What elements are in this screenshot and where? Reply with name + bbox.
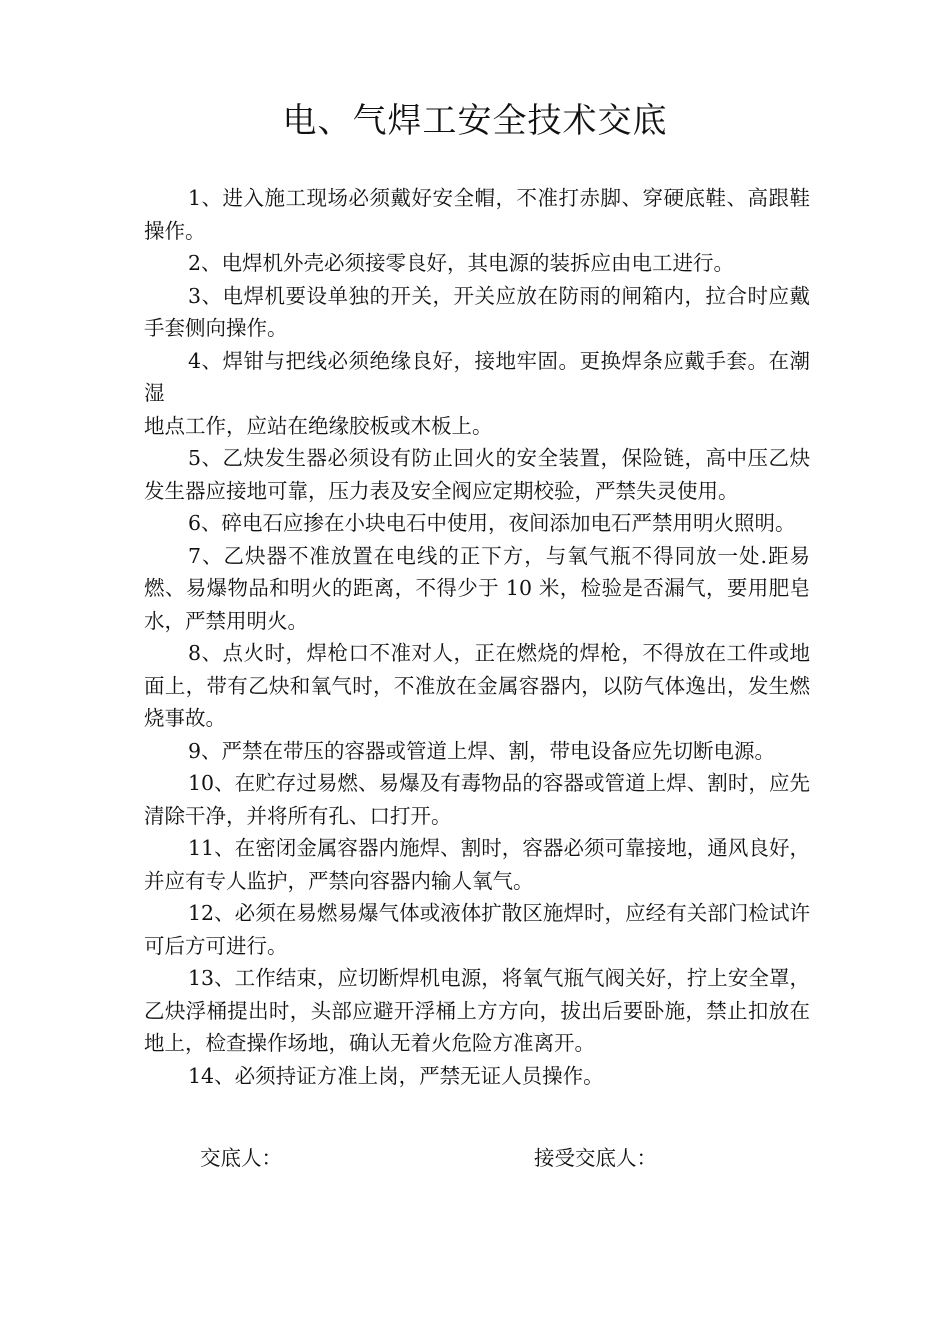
paragraph-9: 9、严禁在带压的容器或管道上焊、割，带电设备应先切断电源。 <box>188 738 776 763</box>
paragraph-4: 4、焊钳与把线必须绝缘良好，接地牢固。更换焊条应戴手套。在潮湿 <box>144 348 810 405</box>
paragraph-1: 1、进入施工现场必须戴好安全帽，不准打赤脚、穿硬底鞋、高跟鞋操作。 <box>144 186 810 243</box>
paragraph-2: 2、电焊机外壳必须接零良好，其电源的装拆应由电工进行。 <box>188 251 735 275</box>
document-title: 电、气焊工安全技术交底 <box>282 101 668 141</box>
discloser-label: 交底人： <box>200 1146 282 1170</box>
document-body <box>144 182 810 1092</box>
paragraph-10: 10、在贮存过易燃、易爆及有毒物品的容器或管道上焊、割时，应先清除干净，并将所有孔、口打开。 <box>144 771 810 828</box>
paragraph-12: 12、必须在易燃易爆气体或液体扩散区施焊时，应经有关部门检试许可后方可进行。 <box>144 901 810 958</box>
receiver-label: 接受交底人： <box>534 1146 657 1170</box>
paragraph-14: 14、必须持证方准上岗，严禁无证人员操作。 <box>188 1063 604 1088</box>
paragraph-3: 3、电焊机要设单独的开关，开关应放在防雨的闸箱内，拉合时应戴手套侧向操作。 <box>144 283 810 340</box>
paragraph-13: 13、工作结束，应切断焊机电源，将氧气瓶气阀关好，拧上安全罩，乙炔浮桶提出时，头部应避开浮桶上方方向，拔出后要卧施，禁止扣放在地上，检查操作场地，确认无着火危险方准离开。 <box>144 966 810 1055</box>
paragraph-7: 7、乙炔器不准放置在电线的正下方，与氧气瓶不得同放一处.距易燃、易爆物品和明火的距离，不得少于 10 米，检验是否漏气，要用肥皂水，严禁用明火。 <box>144 543 810 633</box>
paragraph-5: 5、乙炔发生器必须设有防止回火的安全装置，保险链，高中压乙炔发生器应接地可靠，压力表及安全阀应定期校验，严禁失灵使用。 <box>144 446 810 503</box>
paragraph-8: 8、点火时，焊枪口不准对人，正在燃烧的焊枪，不得放在工件或地面上，带有乙炔和氧气时，不准放在金属容器内，以防气体逸出，发生燃烧事故。 <box>144 641 810 730</box>
paragraph-4-continued: 地点工作，应站在绝缘胶板或木板上。 <box>144 413 493 438</box>
paragraph-6: 6、碎电石应掺在小块电石中使用，夜间添加电石严禁用明火照明。 <box>188 511 796 535</box>
paragraph-11: 11、在密闭金属容器内施焊、割时，容器必须可靠接地，通风良好，并应有专人监护，严禁向容器内输人氧气。 <box>144 836 810 893</box>
